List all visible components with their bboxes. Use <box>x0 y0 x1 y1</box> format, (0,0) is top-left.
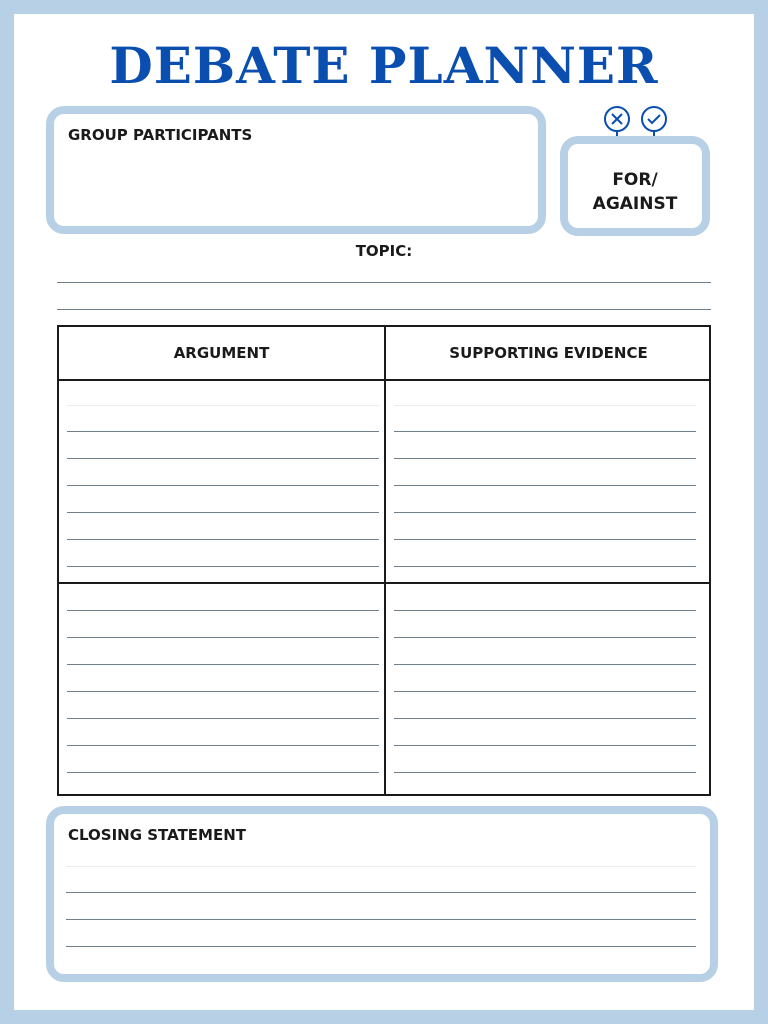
ruled-line[interactable] <box>67 485 379 486</box>
ruled-line[interactable] <box>394 539 696 540</box>
closing-statement-box[interactable] <box>46 806 718 982</box>
ruled-line[interactable] <box>67 637 379 638</box>
ruled-line[interactable] <box>67 431 379 432</box>
ruled-line[interactable] <box>394 637 696 638</box>
stance-box[interactable] <box>560 136 710 236</box>
argument-evidence-table <box>57 325 711 796</box>
section-divider <box>59 582 709 584</box>
stance-against-label: AGAINST <box>592 194 678 214</box>
page-title: DEBATE PLANNER <box>109 36 659 95</box>
header-divider <box>59 379 709 381</box>
ruled-line[interactable] <box>67 691 379 692</box>
ruled-line[interactable] <box>67 539 379 540</box>
ruled-line[interactable] <box>394 458 696 459</box>
ruled-line[interactable] <box>67 664 379 665</box>
ruled-line[interactable] <box>67 772 379 773</box>
ruled-line[interactable] <box>67 566 379 567</box>
ruled-line[interactable] <box>394 431 696 432</box>
closing-line-3[interactable] <box>66 919 696 920</box>
closing-line-1[interactable] <box>66 866 696 867</box>
ruled-line[interactable] <box>394 512 696 513</box>
ruled-line[interactable] <box>394 405 696 406</box>
ruled-line[interactable] <box>394 718 696 719</box>
stance-for-label: FOR/ <box>612 170 658 190</box>
supporting-evidence-header: SUPPORTING EVIDENCE <box>449 344 648 362</box>
topic-label: TOPIC: <box>355 242 413 260</box>
ruled-line[interactable] <box>67 512 379 513</box>
column-divider <box>384 327 386 794</box>
ruled-line[interactable] <box>67 458 379 459</box>
ruled-line[interactable] <box>394 610 696 611</box>
ruled-line[interactable] <box>67 610 379 611</box>
ruled-line[interactable] <box>67 405 379 406</box>
ruled-line[interactable] <box>394 772 696 773</box>
ruled-line[interactable] <box>394 485 696 486</box>
topic-line-2[interactable] <box>57 309 711 310</box>
ruled-line[interactable] <box>67 718 379 719</box>
closing-statement-label: CLOSING STATEMENT <box>68 826 247 844</box>
argument-header: ARGUMENT <box>173 344 270 362</box>
group-participants-box[interactable] <box>46 106 546 234</box>
ruled-line[interactable] <box>394 745 696 746</box>
closing-line-4[interactable] <box>66 946 696 947</box>
ruled-line[interactable] <box>394 566 696 567</box>
closing-line-2[interactable] <box>66 892 696 893</box>
ruled-line[interactable] <box>67 745 379 746</box>
ruled-line[interactable] <box>394 691 696 692</box>
ruled-line[interactable] <box>394 664 696 665</box>
topic-line-1[interactable] <box>57 282 711 283</box>
group-participants-label: GROUP PARTICIPANTS <box>68 126 253 144</box>
